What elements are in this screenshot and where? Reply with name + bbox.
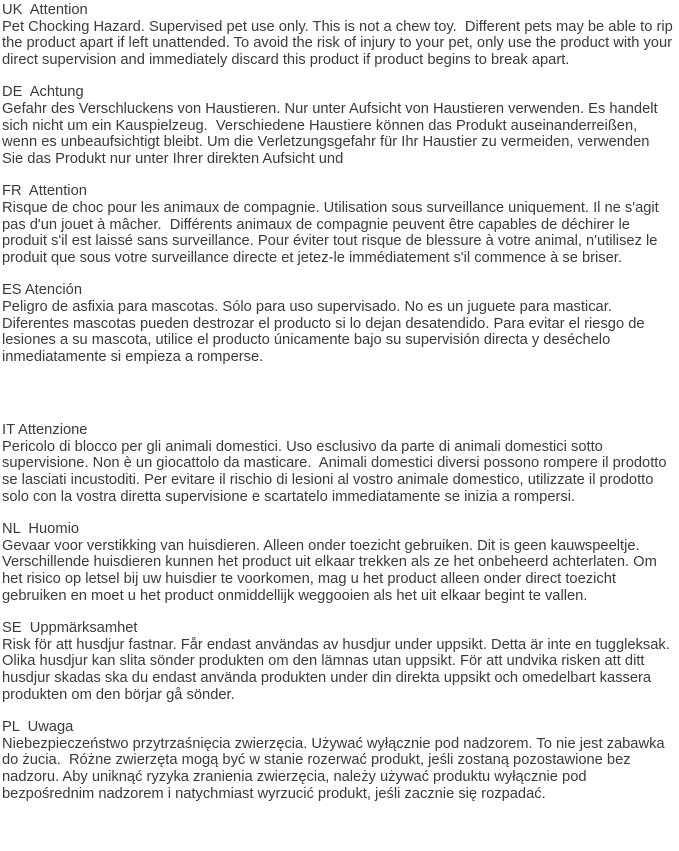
section-body-pl: Niebezpieczeństwo przytrzaśnięcia zwierzęcia. Używać wyłącznie pod nadzorem. To nie jest zabawka do żucia. Różne zwierzęta mogą być w stanie rozerwać produkt, jeśli zostaną pozostawione bez nadzoru. Aby uniknąć ryzyka zranienia zwierzęcia, należy używać produktu wyłącznie pod bezpośrednim nadzorem i natychmiast wyrzucić produkt, jeśli zacznie się rozpadać. [2, 735, 669, 802]
warning-section-se [2, 620, 679, 703]
section-body-fr: Risque de choc pour les animaux de compagnie. Utilisation sous surveillance uniquement. Il ne s'agit pas d'un jouet à mâcher. Différents animaux de compagnie peuvent être capables de déchirer le produit s'il est laissé sans surveillance. Pour éviter tout risque de blessure à votre animal, n'utilisez le produit que sous votre surveillance directe et jetez-le immédiatement s'il commence à se briser. [2, 199, 663, 266]
section-body-it: Pericolo di blocco per gli animali domestici. Uso esclusivo da parte di animali domestici sotto supervisione. Non è un giocattolo da masticare. Animali domestici diversi possono rompere il prodotto se lasciati incustoditi. Per evitare il rischio di lesioni al vostro animale domestico, utilizzate il prodotto solo con la vostra diretta supervisione e scartatelo immediatamente se inizia a rompersi. [2, 438, 671, 505]
warning-section-pl [2, 719, 674, 802]
warning-section-de [2, 84, 674, 167]
section-heading-es: ES Atención [2, 282, 83, 299]
section-body-se: Risk för att husdjur fastnar. Får endast användas av husdjur under uppsikt. Detta är inte en tuggleksak. Olika husdjur kan slita sönder produkten om den lämnas utan uppsikt. För att undvika risken att ditt husdjur skadas ska du endast använda produkten under din direkta uppsikt och omedelbart kassera produkten om den börjar gå sönder. [2, 636, 679, 703]
warning-section-fr [2, 183, 674, 266]
section-heading-uk: UK Attention [2, 2, 88, 18]
section-body-nl: Gevaar voor verstikking van huisdieren. Alleen onder toezicht gebruiken. Dit is geen kauwspeeltje. Verschillende huisdieren kunnen het product uit elkaar trekken als ze het onbeheerd achterlaten. Om het risico op letsel bij uw huisdier te voorkomen, mag u het product alleen onder direct toezicht gebruiken en moet u het product onmiddellijk weggooien als het uit elkaar begint te vallen. [2, 537, 661, 604]
warning-section-uk [2, 2, 677, 68]
warning-section-it [2, 422, 674, 505]
section-heading-it: IT Attenzione [2, 422, 88, 439]
section-heading-pl: PL Uwaga [2, 719, 74, 736]
section-heading-fr: FR Attention [2, 183, 87, 200]
section-body-es: Peligro de asfixia para mascotas. Sólo para uso supervisado. No es un juguete para masticar. Diferentes mascotas pueden destrozar el producto si lo dejan desatendido. Para evitar el riesgo de lesiones a su mascota, utilice el producto únicamente bajo su supervisión directa y deséchelo inmediatamente si empieza a romperse. [2, 298, 649, 365]
section-heading-se: SE Uppmärksamhet [2, 620, 138, 637]
warning-section-es [2, 282, 674, 365]
section-heading-nl: NL Huomio [2, 521, 80, 538]
section-body-de: Gefahr des Verschluckens von Haustieren. Nur unter Aufsicht von Haustieren verwenden. Es handelt sich nicht um ein Kauspielzeug. Verschiedene Haustiere können das Produkt auseinanderreißen, wenn es unbeaufsichtigt bleibt. Um die Verletzungsgefahr für Ihr Haustier zu vermeiden, verwenden Sie das Produkt nur unter Ihrer direkten Aufsicht und [2, 100, 662, 167]
section-heading-de: DE Achtung [2, 84, 84, 101]
warning-section-nl [2, 521, 674, 604]
section-body-uk: Pet Chocking Hazard. Supervised pet use only. This is not a chew toy. Different pets may be able to rip the product apart if left unattended. To avoid the risk of injury to your pet, only use the product with your direct supervision and immediately discard this product if product begins to break apart. [2, 18, 677, 68]
